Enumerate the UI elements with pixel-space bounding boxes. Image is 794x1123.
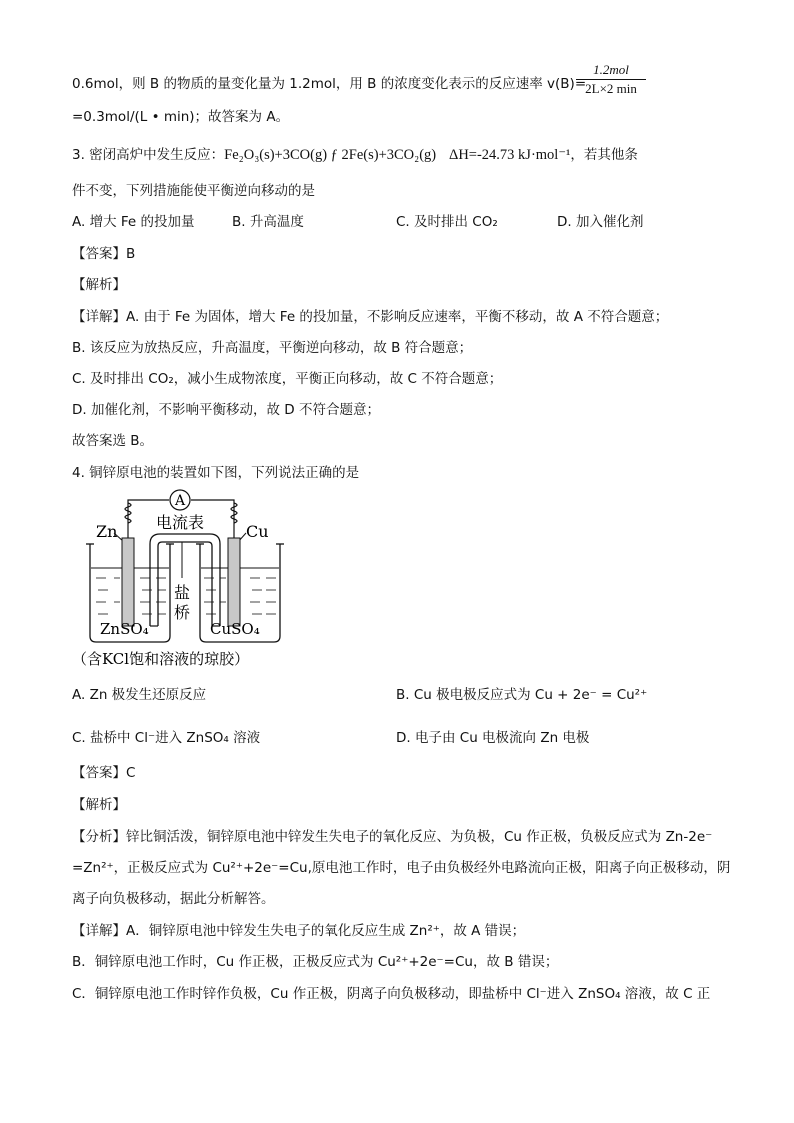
rate-fraction — [576, 62, 646, 97]
copper-label: Cu — [246, 522, 269, 541]
fraction-denominator: 2L×2 min — [585, 81, 637, 96]
figure-caption: （含KCl饱和溶液的琼胶） — [72, 650, 250, 668]
q3-detail-2: B. 该反应为放热反应，升高温度，平衡逆向移动，故 B 符合题意； — [72, 340, 473, 356]
q4-option-a: A. Zn 极发生还原反应 — [72, 687, 207, 703]
q4-option-d: D. 电子由 Cu 电极流向 Zn 电极 — [396, 730, 590, 746]
zinc-electrode — [122, 538, 134, 626]
question-3-stem — [72, 146, 638, 164]
salt-bridge-label-1: 盐 — [173, 583, 191, 602]
q4-analysis-3: 离子向负极移动，据此分析解答。 — [72, 891, 275, 907]
question-4-stem: 4. 铜锌原电池的装置如下图，下列说法正确的是 — [72, 465, 360, 481]
rate-text: 0.6mol，则 B 的物质的量变化量为 1.2mol，用 B 的浓度变化表示的反应速率 v(B)= — [72, 76, 587, 92]
q4-option-b: B. Cu 极电极反应式为 Cu + 2e⁻ = Cu²⁺ — [396, 687, 648, 703]
q3-detail-4: D. 加催化剂，不影响平衡移动，故 D 不符合题意； — [72, 402, 380, 418]
enthalpy-change: ΔH=-24.73 kJ·mol⁻¹ — [449, 147, 571, 163]
fraction-numerator: 1.2mol — [576, 62, 646, 80]
text-line — [72, 75, 586, 93]
q3-option-b: B. 升高温度 — [232, 214, 304, 230]
q3-conclusion: 故答案选 B。 — [72, 433, 154, 449]
stem-prefix: 3. 密闭高炉中发生反应： — [72, 147, 225, 163]
q3-option-a: A. 增大 Fe 的投加量 — [72, 214, 195, 230]
q3-option-d: D. 加入催化剂 — [557, 214, 644, 230]
q3-analysis-heading: 【解析】 — [72, 277, 126, 293]
q4-detail-2: B．铜锌原电池工作时，Cu 作正极，正极反应式为 Cu²⁺+2e⁻=Cu，故 B 错误； — [72, 954, 559, 970]
q3-answer: 【答案】B — [72, 246, 136, 262]
question-3-stem-cont: 件不变，下列措施能使平衡逆向移动的是 — [72, 183, 315, 199]
q3-detail-3: C. 及时排出 CO₂，减小生成物浓度，平衡正向移动，故 C 不符合题意； — [72, 371, 503, 387]
left-solution-label: ZnSO₄ — [100, 620, 149, 638]
q4-detail-3: C．铜锌原电池工作时锌作负极，Cu 作正极，阴离子向负极移动，即盐桥中 Cl⁻进入 ZnSO₄ 溶液，故 C 正 — [72, 986, 711, 1002]
salt-bridge-label-2: 桥 — [173, 603, 191, 622]
q4-analysis-heading: 【解析】 — [72, 797, 126, 813]
stem-suffix: ，若其他条 — [570, 147, 638, 163]
q4-analysis-1: 【分析】锌比铜活泼，铜锌原电池中锌发生失电子的氧化反应、为负极，Cu 作正极，负极反应式为 Zn-2e⁻ — [72, 829, 713, 845]
ammeter-label: 电流表 — [155, 513, 205, 532]
right-solution-label: CuSO₄ — [210, 620, 260, 638]
q3-detail-1: 【详解】A. 由于 Fe 为固体，增大 Fe 的投加量，不影响反应速率，平衡不移动，故 A 不符合题意； — [72, 309, 669, 325]
zinc-label: Zn — [96, 522, 118, 541]
q4-analysis-2: =Zn²⁺，正极反应式为 Cu²⁺+2e⁻=Cu,原电池工作时，电子由负极经外电路流向正极，阳离子向正极移动，阴 — [72, 860, 731, 876]
q4-detail-1: 【详解】A．铜锌原电池中锌发生失电子的氧化反应生成 Zn²⁺，故 A 错误； — [72, 923, 526, 939]
chemical-equation: Fe₂O₃(s)+3CO(g) ƒ 2Fe(s)+3CO₂(g) — [224, 147, 437, 163]
ammeter-symbol: A — [174, 493, 186, 509]
text-line: =0.3mol/(L • min)；故答案为 A。 — [72, 109, 290, 125]
q3-option-c: C. 及时排出 CO₂ — [396, 214, 498, 230]
q4-answer: 【答案】C — [72, 765, 136, 781]
galvanic-cell-diagram — [70, 486, 310, 676]
q4-option-c: C. 盐桥中 Cl⁻进入 ZnSO₄ 溶液 — [72, 730, 261, 746]
copper-electrode — [228, 538, 240, 626]
